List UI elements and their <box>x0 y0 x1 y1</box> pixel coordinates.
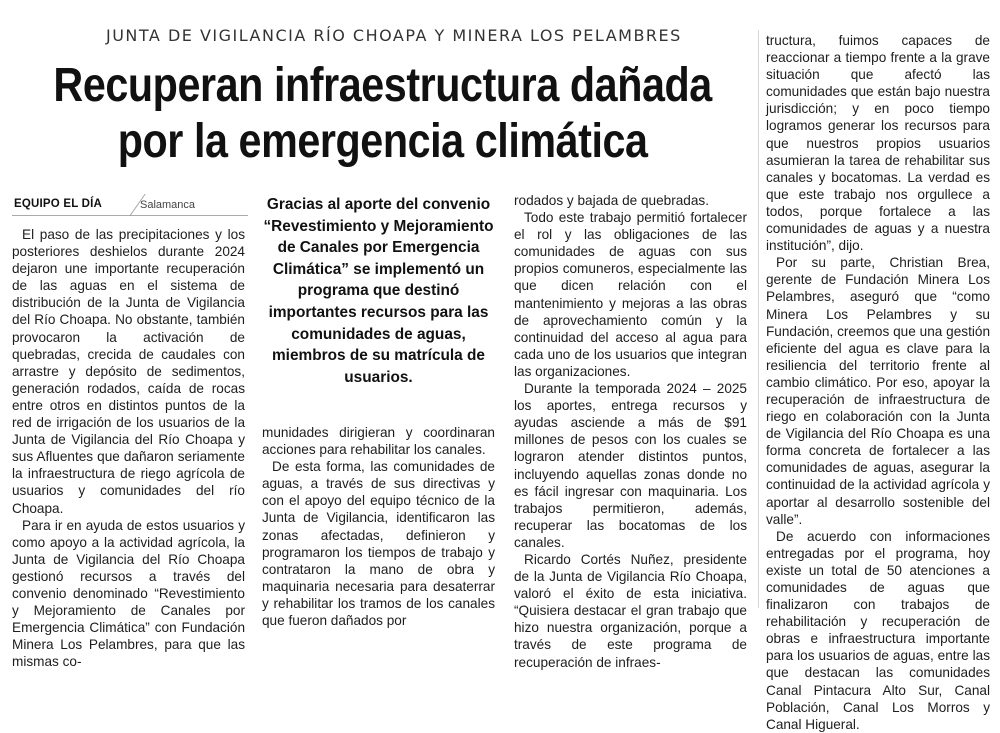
paragraph: munidades dirigieran y coordinaran acciones para rehabilitar los canales. <box>262 425 495 458</box>
paragraph: rodados y bajada de quebradas. <box>514 193 709 208</box>
paragraph: Para ir en ayuda de estos usuarios y como apoyo a la actividad agrícola, la Junta de Vigilancia del Río Choapa gestionó recursos a través del convenio denominado “Revestimiento y Mejoramiento de Canales por Emergencia Climática” con Fundación Minera Los Pelambres, para que las mismas co- <box>12 517 245 670</box>
column-3 <box>514 192 747 670</box>
paragraph: De acuerdo con informaciones entregadas por el programa, hoy existe un total de 50 atenciones a comunidades de aguas que finalizaron con trabajos de rehabilitación y recuperación de obras e infraestructura importante para los usuarios de aguas, entre las que destacan las comunidades Canal Pintacura Alto Sur, Canal Población, Canal Los Morros y Canal Higueral. <box>766 528 990 732</box>
column-1 <box>12 226 245 670</box>
column-2 <box>262 424 495 629</box>
paragraph: El paso de las precipitaciones y los posteriores deshielos durante 2024 dejaron une importante recuperación de las aguas en el sistema de distribución de la Junta de Vigilancia del Río Choapa. No obstante, también provocaron la activación de quebradas, crecida de caudales con arrastre y depósito de sedimentos, generación rodados, caída de rocas entre otros en distintos puntos de la red de irrigación de los usuarios de la Junta de Vigilancia del Río Choapa y sus Afluentes que dañaron seriamente la infraestructura de riego agrícola de usuarios y comunidades del río Choapa. <box>12 227 245 516</box>
paragraph: Durante la temporada 2024 – 2025 los aportes, entrega recursos y ayudas asciende a más de $91 millones de pesos con los cuales se lograron atender distintos puntos, incluyendo aquellas zonas donde no es fácil ingresar con maquinaria. Los trabajos permitieron, además, recuperar las bocatomas de los canales. <box>514 381 747 550</box>
author: EQUIPO EL DÍA <box>14 198 103 210</box>
paragraph: De esta forma, las comunidades de aguas, a través de sus directivas y con el apoyo del equipo técnico de la Junta de Vigilancia, identificaron las zonas afectadas, definieron y programaron los tiempos de trabajo y contrataron la mano de obra y maquinaria necesaria para desaterrar y rehabilitar los tramos de los canales que fueron dañados por <box>262 459 495 629</box>
pull-quote: Gracias al aporte del convenio “Revestimiento y Mejoramiento de Canales por Emergencia Climática” se implementó un programa que destinó importantes recursos para las comunidades de aguas, miembros de su matrícula de usuarios. <box>263 196 494 386</box>
paragraph: Ricardo Cortés Nuñez, presidente de la Junta de Vigilancia Río Choapa, valoró el éxito de esta iniciativa. “Quisiera destacar el gran trabajo que hizo nuestra organización, porque a través de este programa de recuperación de infraes- <box>514 551 747 670</box>
kicker: JUNTA DE VIGILANCIA RÍO CHOAPA Y MINERA LOS PELAMBRES <box>106 26 682 45</box>
byline <box>12 196 248 216</box>
column-divider <box>758 30 759 608</box>
location: Salamanca <box>140 199 196 211</box>
headline: Recuperan infraestructura dañada por la emergencia climática <box>53 59 712 168</box>
paragraph: Todo este trabajo permitió fortalecer el rol y las obligaciones de las comunidades de aguas con sus propios comuneros, especialmente las que dicen relación con el mantenimiento y mejoras a las obras de aprovechamiento común y la continuidad del acceso al agua para cada uno de los usuarios que integran las organizaciones. <box>514 210 747 379</box>
column-4 <box>766 32 990 732</box>
paragraph: tructura, fuimos capaces de reaccionar a tiempo frente a la grave situación que afectó las comunidades que están bajo nuestra jurisdicción; y en poco tiempo logramos generar los recursos para que nuestros propios usuarios asumieran la tarea de rehabilitar sus canales y bocatomas. La verdad es que este trabajo nos orgullece a todos, porque fortalece a las comunidades de aguas y a nuestra institución”, dijo. <box>766 33 990 254</box>
paragraph: Por su parte, Christian Brea, gerente de Fundación Minera Los Pelambres, aseguró que “como Minera Los Pelambres y su Fundación, creemos que una gestión eficiente del agua es clave para la resiliencia del territorio frente al cambio climático. Por eso, apoyar la recuperación de infraestructura de riego en colaboración con la Junta de Vigilancia del Río Choapa es una forma concreta de fortalecer a las comunidades de aguas, asegurar la continuidad de la actividad agrícola y aportar al desarrollo sostenible del valle”. <box>766 255 990 527</box>
